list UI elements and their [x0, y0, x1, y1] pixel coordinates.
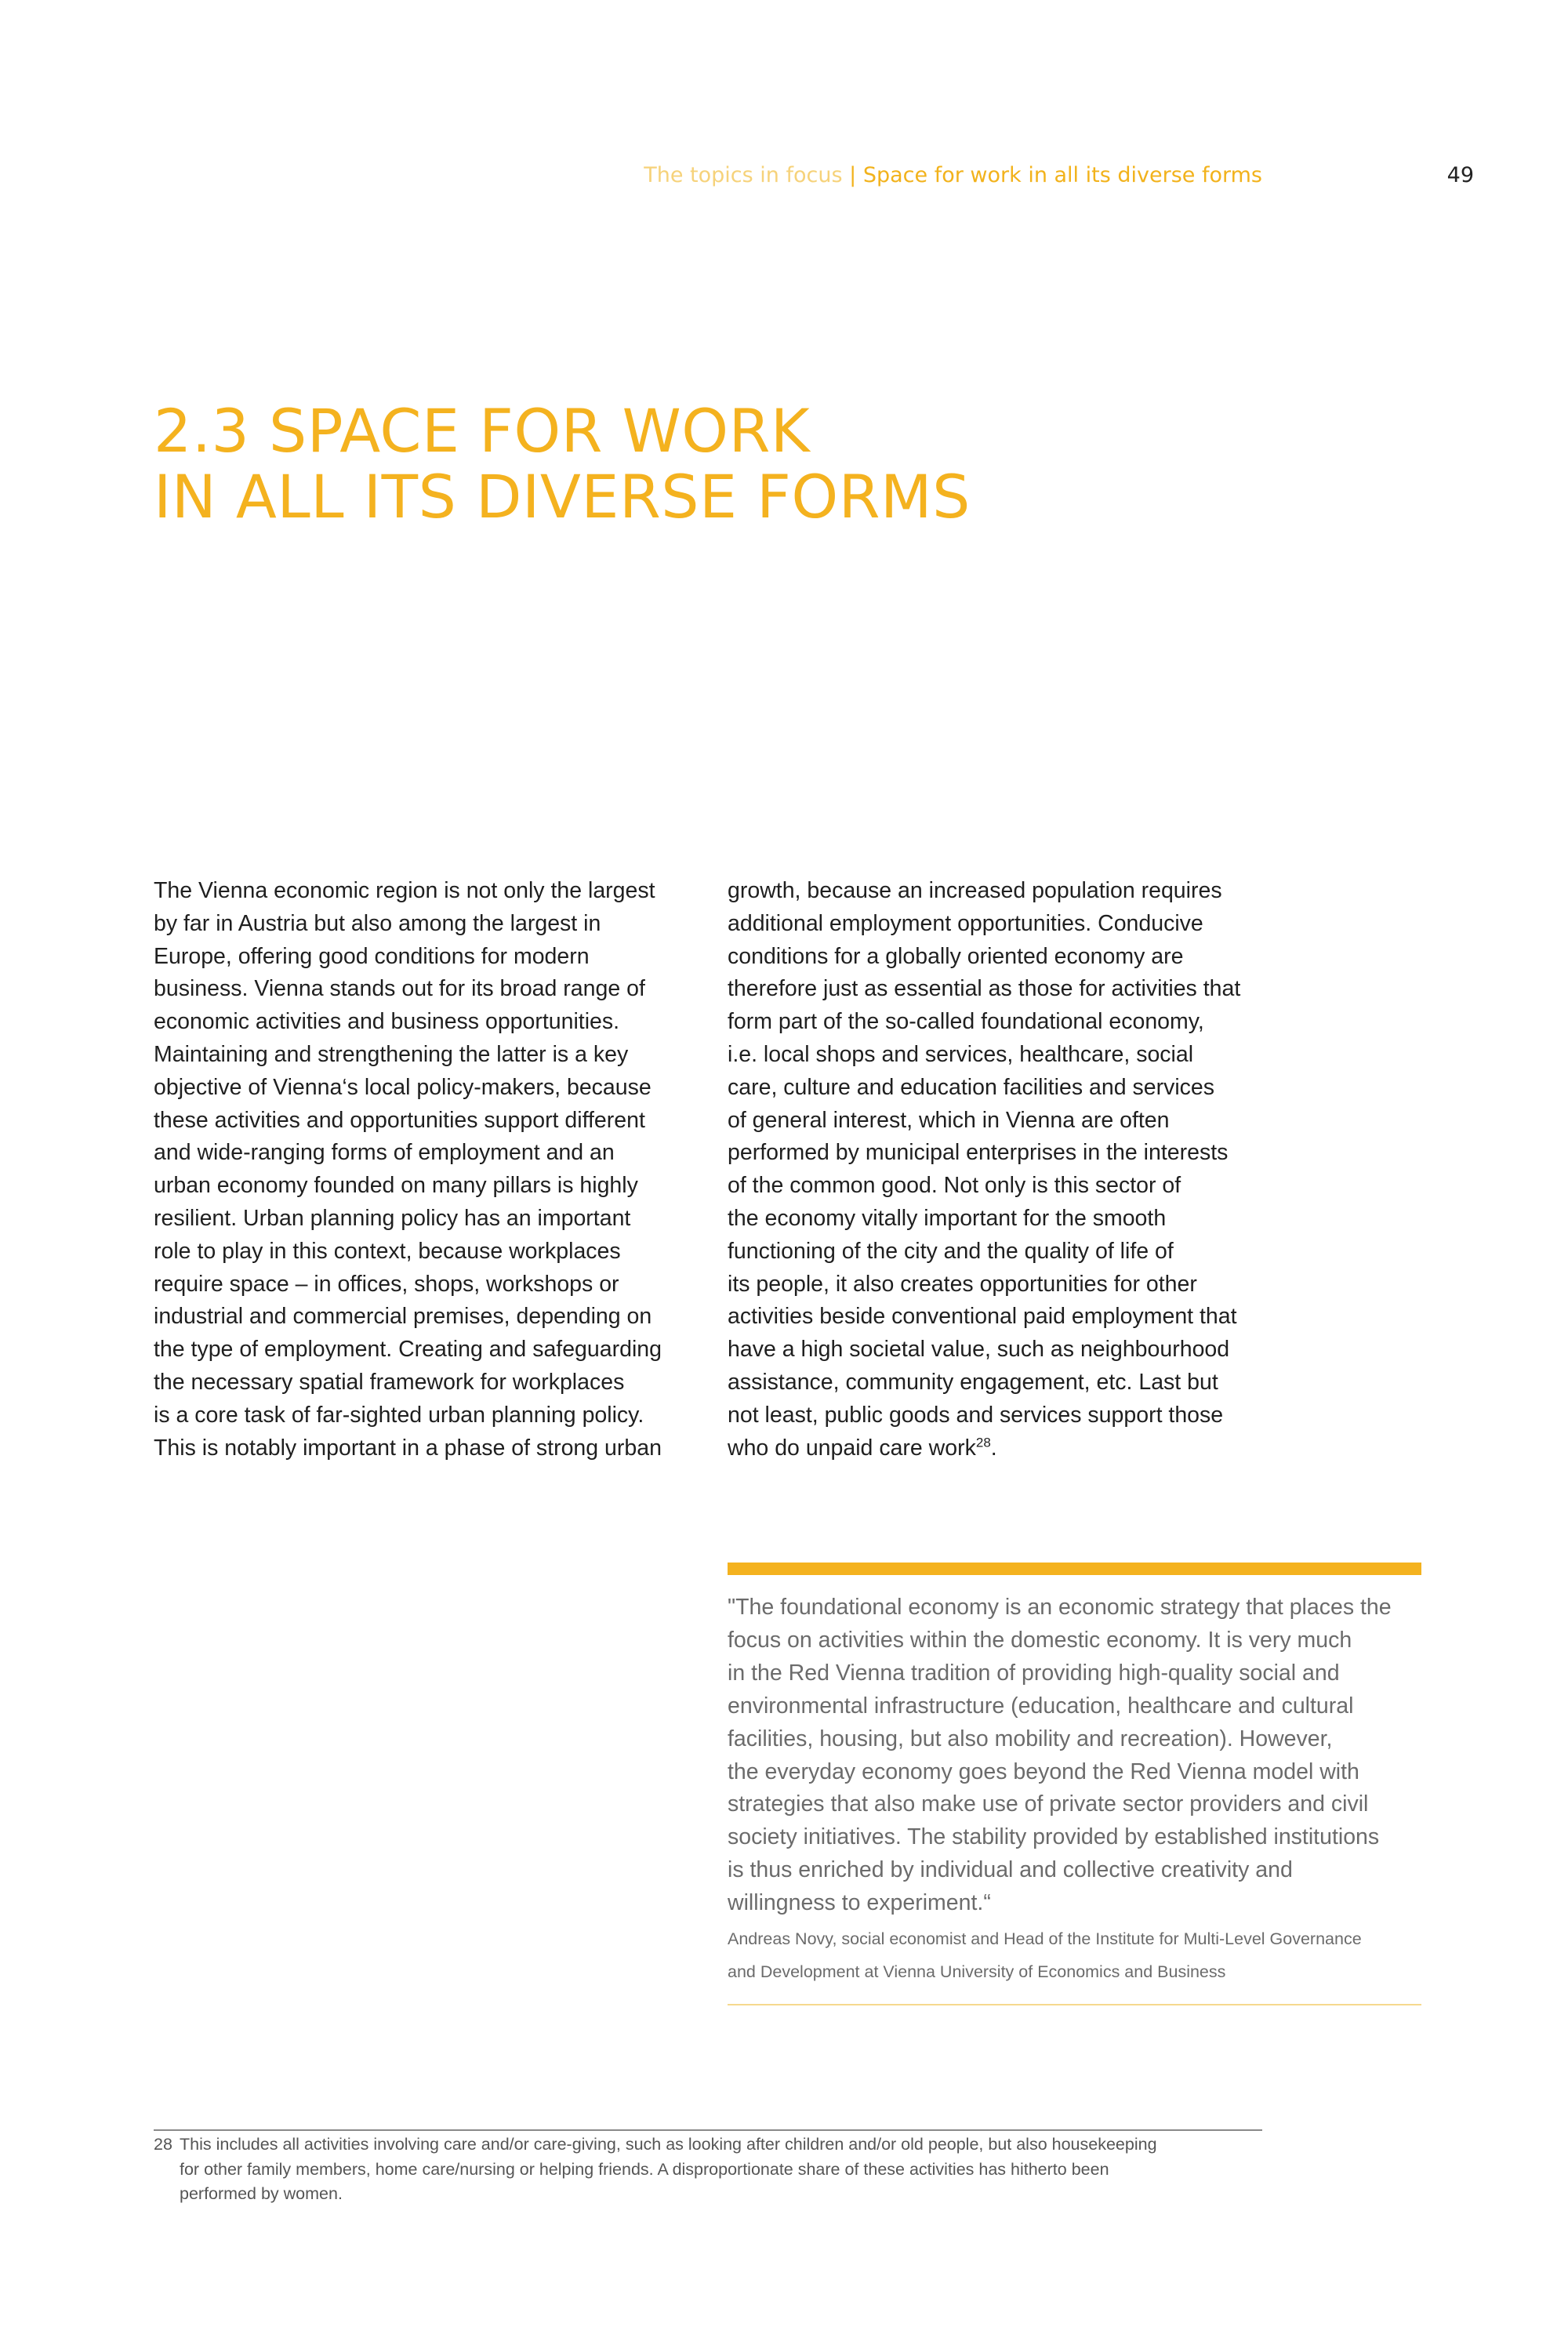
body-line: and wide-ranging forms of employment and an [154, 1140, 615, 1166]
body-line: therefore just as essential as those for activities that [728, 976, 1241, 1002]
body-line: of general interest, which in Vienna are often [728, 1107, 1170, 1133]
body-line: business. Vienna stands out for its broad range of [154, 976, 645, 1002]
body-line: Europe, offering good conditions for modern [154, 943, 590, 969]
quote-line: environmental infrastructure (education, healthcare and cultural [728, 1693, 1354, 1719]
attribution-line: and Development at Vienna University of Economics and Business [728, 1962, 1226, 1981]
body-line: the economy vitally important for the smooth [728, 1205, 1167, 1231]
body-line: have a high societal value, such as neighbourhood [728, 1337, 1230, 1363]
body-line: This is notably important in a phase of strong urban [154, 1435, 662, 1461]
body-line: additional employment opportunities. Conducive [728, 910, 1203, 936]
quote-accent-bar [728, 1563, 1421, 1575]
quote-attribution [728, 1922, 1425, 1988]
body-line-last-punct: . [990, 1435, 997, 1461]
body-line: assistance, community engagement, etc. Last but [728, 1369, 1218, 1395]
body-line: objective of Vienna‘s local policy-makers, because [154, 1074, 652, 1100]
body-line: growth, because an increased population requires [728, 878, 1222, 903]
quote-line: facilities, housing, but also mobility and recreation). However, [728, 1726, 1333, 1751]
footnote [154, 2132, 1267, 2207]
body-line-last [728, 1432, 1276, 1465]
footnote-line: This includes all activities involving care and/or care-giving, such as looking after children and/or old people, but also housekeeping [180, 2135, 1157, 2154]
quote-line: is thus enriched by individual and collective creativity and [728, 1857, 1293, 1883]
quote-line: in the Red Vienna tradition of providing high-quality social and [728, 1660, 1340, 1686]
chapter-title-line-2: IN ALL ITS DIVERSE FORMS [154, 462, 971, 532]
quote-line: society initiatives. The stability provided by established institutions [728, 1824, 1380, 1850]
header-topic-title: Space for work in all its diverse forms [862, 163, 1262, 187]
footnote-reference[interactable]: 28 [975, 1435, 991, 1450]
body-line: its people, it also creates opportunities for other [728, 1271, 1197, 1297]
body-line: The Vienna economic region is not only the largest [154, 878, 655, 903]
body-line: role to play in this context, because workplaces [154, 1238, 621, 1264]
header-section-label: The topics in focus [644, 163, 843, 187]
body-line: the necessary spatial framework for workplaces [154, 1369, 625, 1395]
body-line: these activities and opportunities support different [154, 1107, 645, 1133]
running-header-text [549, 160, 1262, 191]
body-line: by far in Austria but also among the largest in [154, 910, 601, 936]
quote-line: willingness to experiment.“ [728, 1890, 991, 1916]
body-line: Maintaining and strengthening the latter is a key [154, 1041, 629, 1067]
body-line: care, culture and education facilities and services [728, 1074, 1215, 1100]
body-line: i.e. local shops and services, healthcare, social [728, 1041, 1194, 1067]
quote-bottom-rule [728, 2004, 1421, 2005]
body-line: of the common good. Not only is this sector of [728, 1173, 1181, 1199]
body-line: is a core task of far-sighted urban planning policy. [154, 1402, 644, 1428]
page-number: 49 [1446, 163, 1474, 187]
body-line: the type of employment. Creating and safeguarding [154, 1337, 662, 1363]
chapter-title-line-1: 2.3 SPACE FOR WORK [154, 396, 811, 466]
body-line: functioning of the city and the quality of life of [728, 1238, 1174, 1264]
pull-quote [728, 1592, 1425, 1920]
body-column-right [728, 875, 1276, 1465]
quote-line: strategies that also make use of private sector providers and civil [728, 1791, 1369, 1817]
body-line: activities beside conventional paid employment that [728, 1304, 1237, 1330]
header-separator: | [849, 163, 857, 187]
footnote-line: for other family members, home care/nursing or helping friends. A disproportionate share of these activities has hitherto been [180, 2159, 1109, 2179]
chapter-title [154, 398, 971, 530]
body-line: form part of the so-called foundational economy, [728, 1009, 1204, 1035]
body-line-last-text: who do unpaid care work [728, 1435, 976, 1461]
body-line: not least, public goods and services support those [728, 1402, 1224, 1428]
quote-line: focus on activities within the domestic economy. It is very much [728, 1627, 1352, 1653]
quote-line: "The foundational economy is an economic strategy that places the [728, 1595, 1392, 1620]
footnote-text [180, 2132, 1267, 2207]
body-line: resilient. Urban planning policy has an important [154, 1205, 631, 1231]
footnote-number: 28 [154, 2135, 172, 2154]
body-line: industrial and commercial premises, depending on [154, 1304, 652, 1330]
footnote-line: performed by women. [180, 2184, 343, 2203]
footnote-divider [154, 2129, 1262, 2131]
attribution-line: Andreas Novy, social economist and Head of the Institute for Multi-Level Governance [728, 1929, 1362, 1948]
body-line: require space – in offices, shops, workshops or [154, 1271, 619, 1297]
body-line: performed by municipal enterprises in the interests [728, 1140, 1229, 1166]
body-line: conditions for a globally oriented economy are [728, 943, 1184, 969]
body-line: urban economy founded on many pillars is highly [154, 1173, 638, 1199]
body-column-left [154, 875, 702, 1465]
body-line: economic activities and business opportunities. [154, 1009, 620, 1035]
quote-line: the everyday economy goes beyond the Red Vienna model with [728, 1759, 1359, 1784]
